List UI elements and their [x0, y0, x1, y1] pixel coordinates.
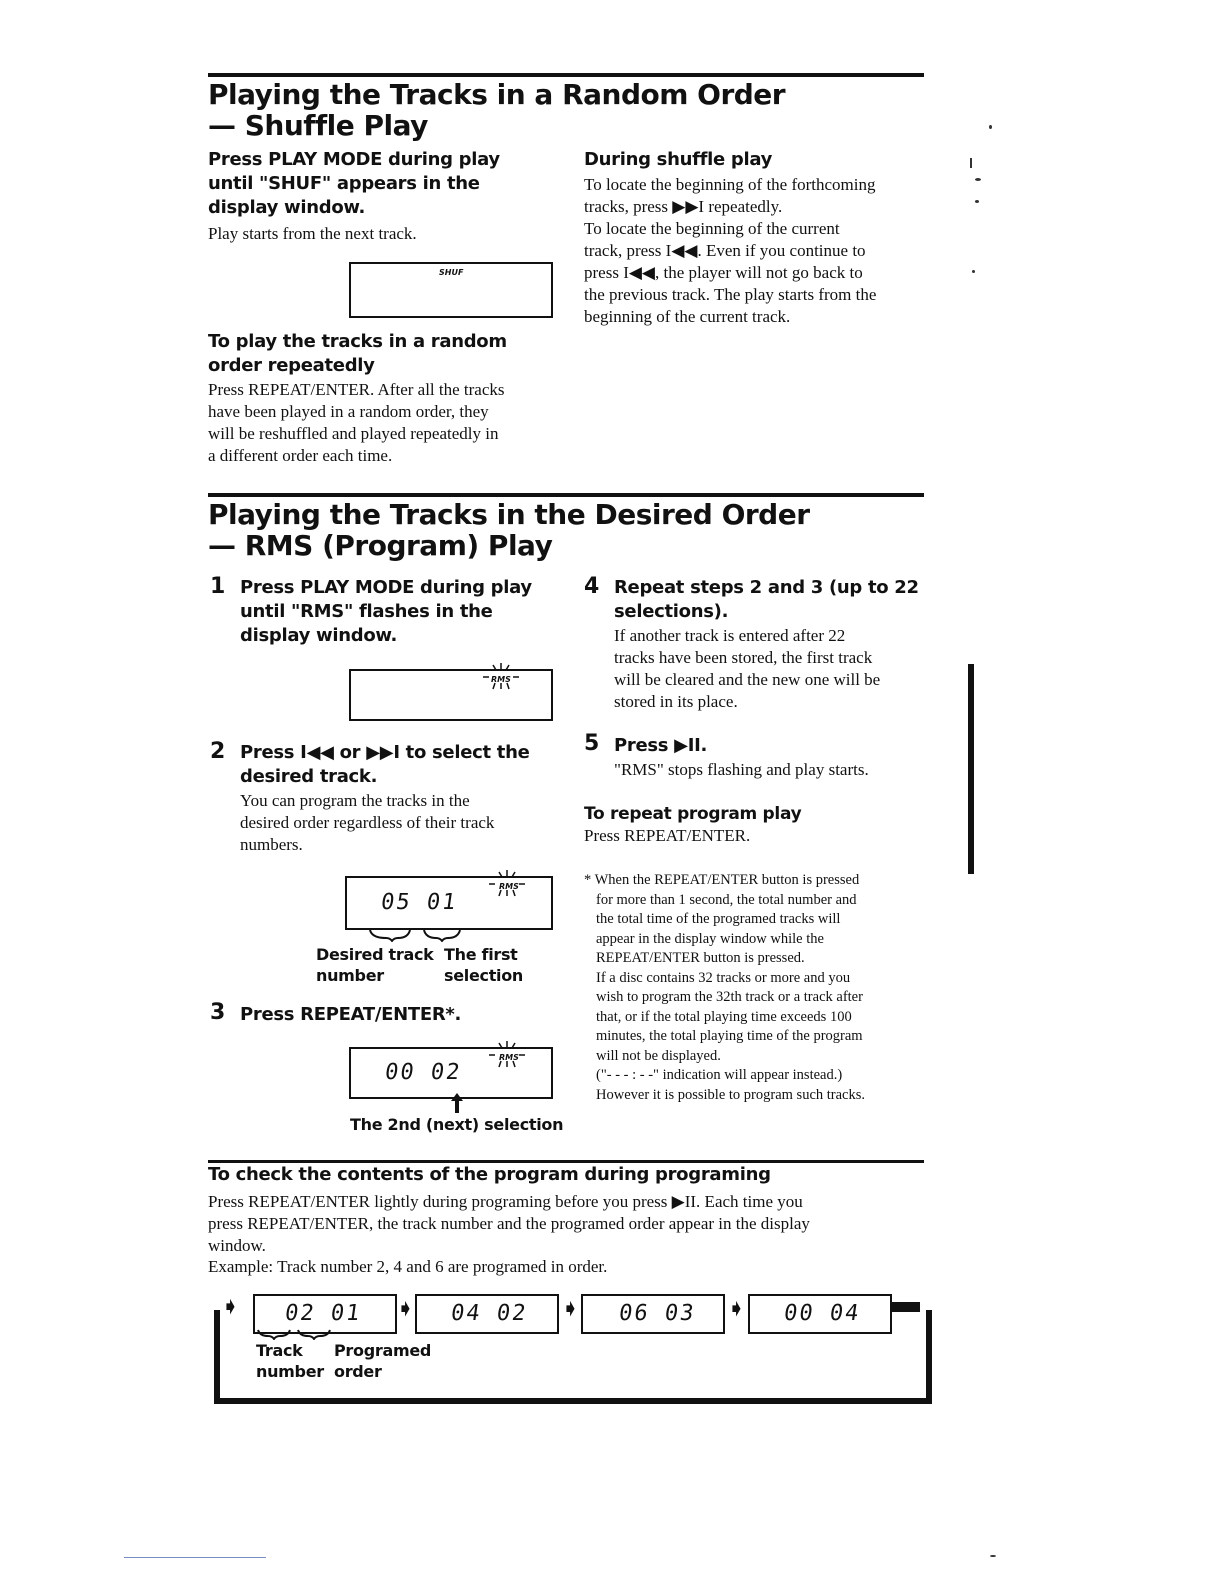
step2-number: 2	[210, 739, 226, 764]
check-body: Press REPEAT/ENTER lightly during programing before you press ▶II. Each time you press REPEAT/ENTER, the track number and the programed order appear in the display window.	[208, 1192, 810, 1255]
shuf-indicator: SHUF	[439, 268, 464, 277]
shuffle-repeat-body: Press REPEAT/ENTER. After all the tracks have been played in a random order, they will be reshuffled and played repeatedly in a different order each time.	[208, 380, 505, 465]
step2-heading: Press I◀◀ or ▶▶I to select the desired track.	[240, 742, 530, 787]
step3-number: 3	[210, 1000, 226, 1025]
section-rule-rms	[208, 493, 924, 497]
scan-speck	[970, 158, 972, 168]
seq-display-2-digits: 04 02	[449, 1301, 529, 1326]
step1-number: 1	[210, 574, 226, 599]
arrow-right-icon: ➧	[222, 1296, 239, 1318]
seq-display-1-digits: 02 01	[283, 1301, 363, 1326]
arrow-right-icon: ➧	[728, 1298, 745, 1320]
check-example: Example: Track number 2, 4 and 6 are programed in order.	[208, 1257, 608, 1276]
rms-title: Playing the Tracks in the Desired Order — RMS (Program) Play	[208, 498, 810, 562]
display-step2-digits: 05 01	[379, 890, 459, 915]
rms-indicator-step3: RMS	[499, 1053, 519, 1062]
scan-speck	[989, 125, 992, 129]
during-shuffle-heading: During shuffle play	[584, 149, 773, 170]
seq-display-4	[748, 1294, 892, 1334]
check-heading: To check the contents of the program during programing	[208, 1164, 771, 1185]
arrow-right-icon: ➧	[562, 1298, 579, 1320]
flash-icon	[479, 663, 523, 691]
step4-number: 4	[584, 574, 600, 599]
repeat-program-heading: To repeat program play	[584, 804, 802, 824]
step3-heading: Press REPEAT/ENTER*.	[240, 1004, 462, 1025]
step5-body: "RMS" stops flashing and play starts.	[614, 760, 869, 779]
shuffle-press-body: Play starts from the next track.	[208, 224, 417, 243]
during-shuffle-body: To locate the beginning of the forthcoming tracks, press ▶▶I repeatedly. To locate the beginning of the current track, press I◀◀. Even if you continue to press I◀◀, the player will not go back to the previous track. The play starts from the beginning of the current track.	[584, 175, 877, 326]
flash-icon	[485, 870, 529, 898]
rms-display-step1	[349, 669, 553, 721]
brace-icon	[368, 928, 468, 942]
section-rule-shuffle	[208, 73, 924, 77]
display-step3	[349, 1047, 553, 1099]
scan-speck	[975, 178, 981, 181]
step5-number: 5	[584, 731, 600, 756]
step5-heading: Press ▶II.	[614, 735, 708, 756]
margin-bar	[968, 664, 974, 874]
sequence-return-bar	[892, 1302, 920, 1312]
caption-track-number: Track number	[256, 1341, 324, 1381]
repeat-program-body: Press REPEAT/ENTER.	[584, 826, 751, 845]
brace-icon	[256, 1328, 356, 1340]
step4-body: If another track is entered after 22 tracks have been stored, the first track will be cleared and the new one will be stored in its place.	[614, 626, 881, 711]
caption-programed-order: Programed order	[334, 1341, 432, 1381]
rms-indicator: RMS	[491, 675, 511, 684]
shuffle-title: Playing the Tracks in a Random Order — Shuffle Play	[208, 78, 786, 142]
display-step2	[345, 876, 553, 930]
footnote: * When the REPEAT/ENTER button is pressed for more than 1 second, the total number and the total time of the programed tracks will appear in the display window while the REPEAT/ENTER button is pressed. If a disc contains 32 tracks or more and you wish to program the 32th track or a track after that, or if the total playing time exceeds 100 minutes, the total playing time of the program will not be displayed. ("- - - : - -" indication will appear instead.) However it is possible to program such tracks.	[584, 872, 866, 1103]
display-step3-digits: 00 02	[383, 1060, 463, 1085]
caption-next-selection: The 2nd (next) selection	[350, 1115, 564, 1134]
flash-icon	[485, 1041, 529, 1069]
seq-display-2	[415, 1294, 559, 1334]
shuffle-display	[349, 262, 553, 318]
rms-indicator-step2: RMS	[499, 882, 519, 891]
shuffle-press-heading: Press PLAY MODE during play until "SHUF" appears in the display window.	[208, 149, 500, 218]
step4-heading: Repeat steps 2 and 3 (up to 22 selections).	[614, 577, 919, 622]
shuffle-repeat-heading: To play the tracks in a random order repeatedly	[208, 331, 507, 376]
scan-speck	[972, 270, 975, 273]
step2-body: You can program the tracks in the desired order regardless of their track numbers.	[240, 791, 495, 854]
seq-display-4-digits: 00 04	[782, 1301, 862, 1326]
scan-speck	[975, 200, 979, 203]
seq-display-3-digits: 06 03	[617, 1301, 697, 1326]
arrow-right-icon: ➧	[397, 1298, 414, 1320]
bottom-rule	[124, 1557, 266, 1558]
step1-heading: Press PLAY MODE during play until "RMS" flashes in the display window.	[240, 577, 532, 646]
caption-desired-track: Desired track number	[316, 945, 434, 985]
arrow-up-icon	[450, 1093, 464, 1113]
seq-display-3	[581, 1294, 725, 1334]
scan-speck	[990, 1555, 996, 1557]
caption-first-selection: The first selection	[444, 945, 524, 985]
